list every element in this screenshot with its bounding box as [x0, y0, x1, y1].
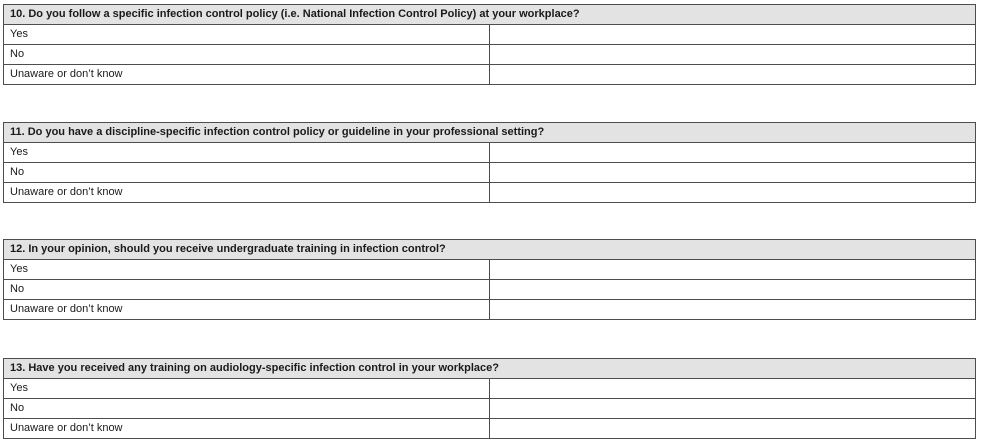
answer-cell-yes[interactable]: [490, 379, 976, 399]
question-title: 10. Do you follow a specific infection control policy (i.e. National Infection Control Policy) at your workplace?: [4, 5, 976, 25]
answer-cell-yes[interactable]: [490, 143, 976, 163]
option-label-unaware: Unaware or don’t know: [4, 419, 490, 439]
option-label-unaware: Unaware or don’t know: [4, 183, 490, 203]
question-title: 13. Have you received any training on audiology-specific infection control in your workplace?: [4, 359, 976, 379]
answer-cell-yes[interactable]: [490, 260, 976, 280]
answer-cell-yes[interactable]: [490, 25, 976, 45]
question-table: [3, 4, 976, 85]
option-label-no: No: [4, 163, 490, 183]
answer-cell-no[interactable]: [490, 45, 976, 65]
option-label-no: No: [4, 399, 490, 419]
answer-cell-unaware[interactable]: [490, 65, 976, 85]
question-title: 12. In your opinion, should you receive undergraduate training in infection control?: [4, 240, 976, 260]
answer-cell-unaware[interactable]: [490, 183, 976, 203]
answer-cell-unaware[interactable]: [490, 300, 976, 320]
question-header-row: [4, 240, 976, 260]
question-11: [3, 122, 976, 203]
question-12: [3, 239, 976, 320]
option-label-yes: Yes: [4, 25, 490, 45]
answer-cell-no[interactable]: [490, 163, 976, 183]
option-row: [4, 379, 976, 399]
question-table: [3, 122, 976, 203]
option-label-no: No: [4, 45, 490, 65]
option-row: [4, 163, 976, 183]
option-row: [4, 65, 976, 85]
option-row: [4, 45, 976, 65]
option-label-no: No: [4, 280, 490, 300]
option-row: [4, 280, 976, 300]
question-table: [3, 239, 976, 320]
option-label-unaware: Unaware or don’t know: [4, 300, 490, 320]
answer-cell-unaware[interactable]: [490, 419, 976, 439]
answer-cell-no[interactable]: [490, 280, 976, 300]
question-13: [3, 358, 976, 439]
question-header-row: [4, 5, 976, 25]
option-label-yes: Yes: [4, 379, 490, 399]
option-label-yes: Yes: [4, 143, 490, 163]
option-row: [4, 183, 976, 203]
option-row: [4, 419, 976, 439]
option-row: [4, 260, 976, 280]
question-header-row: [4, 123, 976, 143]
question-header-row: [4, 359, 976, 379]
option-row: [4, 399, 976, 419]
option-row: [4, 300, 976, 320]
option-label-yes: Yes: [4, 260, 490, 280]
option-row: [4, 143, 976, 163]
question-title: 11. Do you have a discipline-specific infection control policy or guideline in your professional setting?: [4, 123, 976, 143]
question-table: [3, 358, 976, 439]
option-row: [4, 25, 976, 45]
question-10: [3, 4, 976, 85]
option-label-unaware: Unaware or don’t know: [4, 65, 490, 85]
answer-cell-no[interactable]: [490, 399, 976, 419]
